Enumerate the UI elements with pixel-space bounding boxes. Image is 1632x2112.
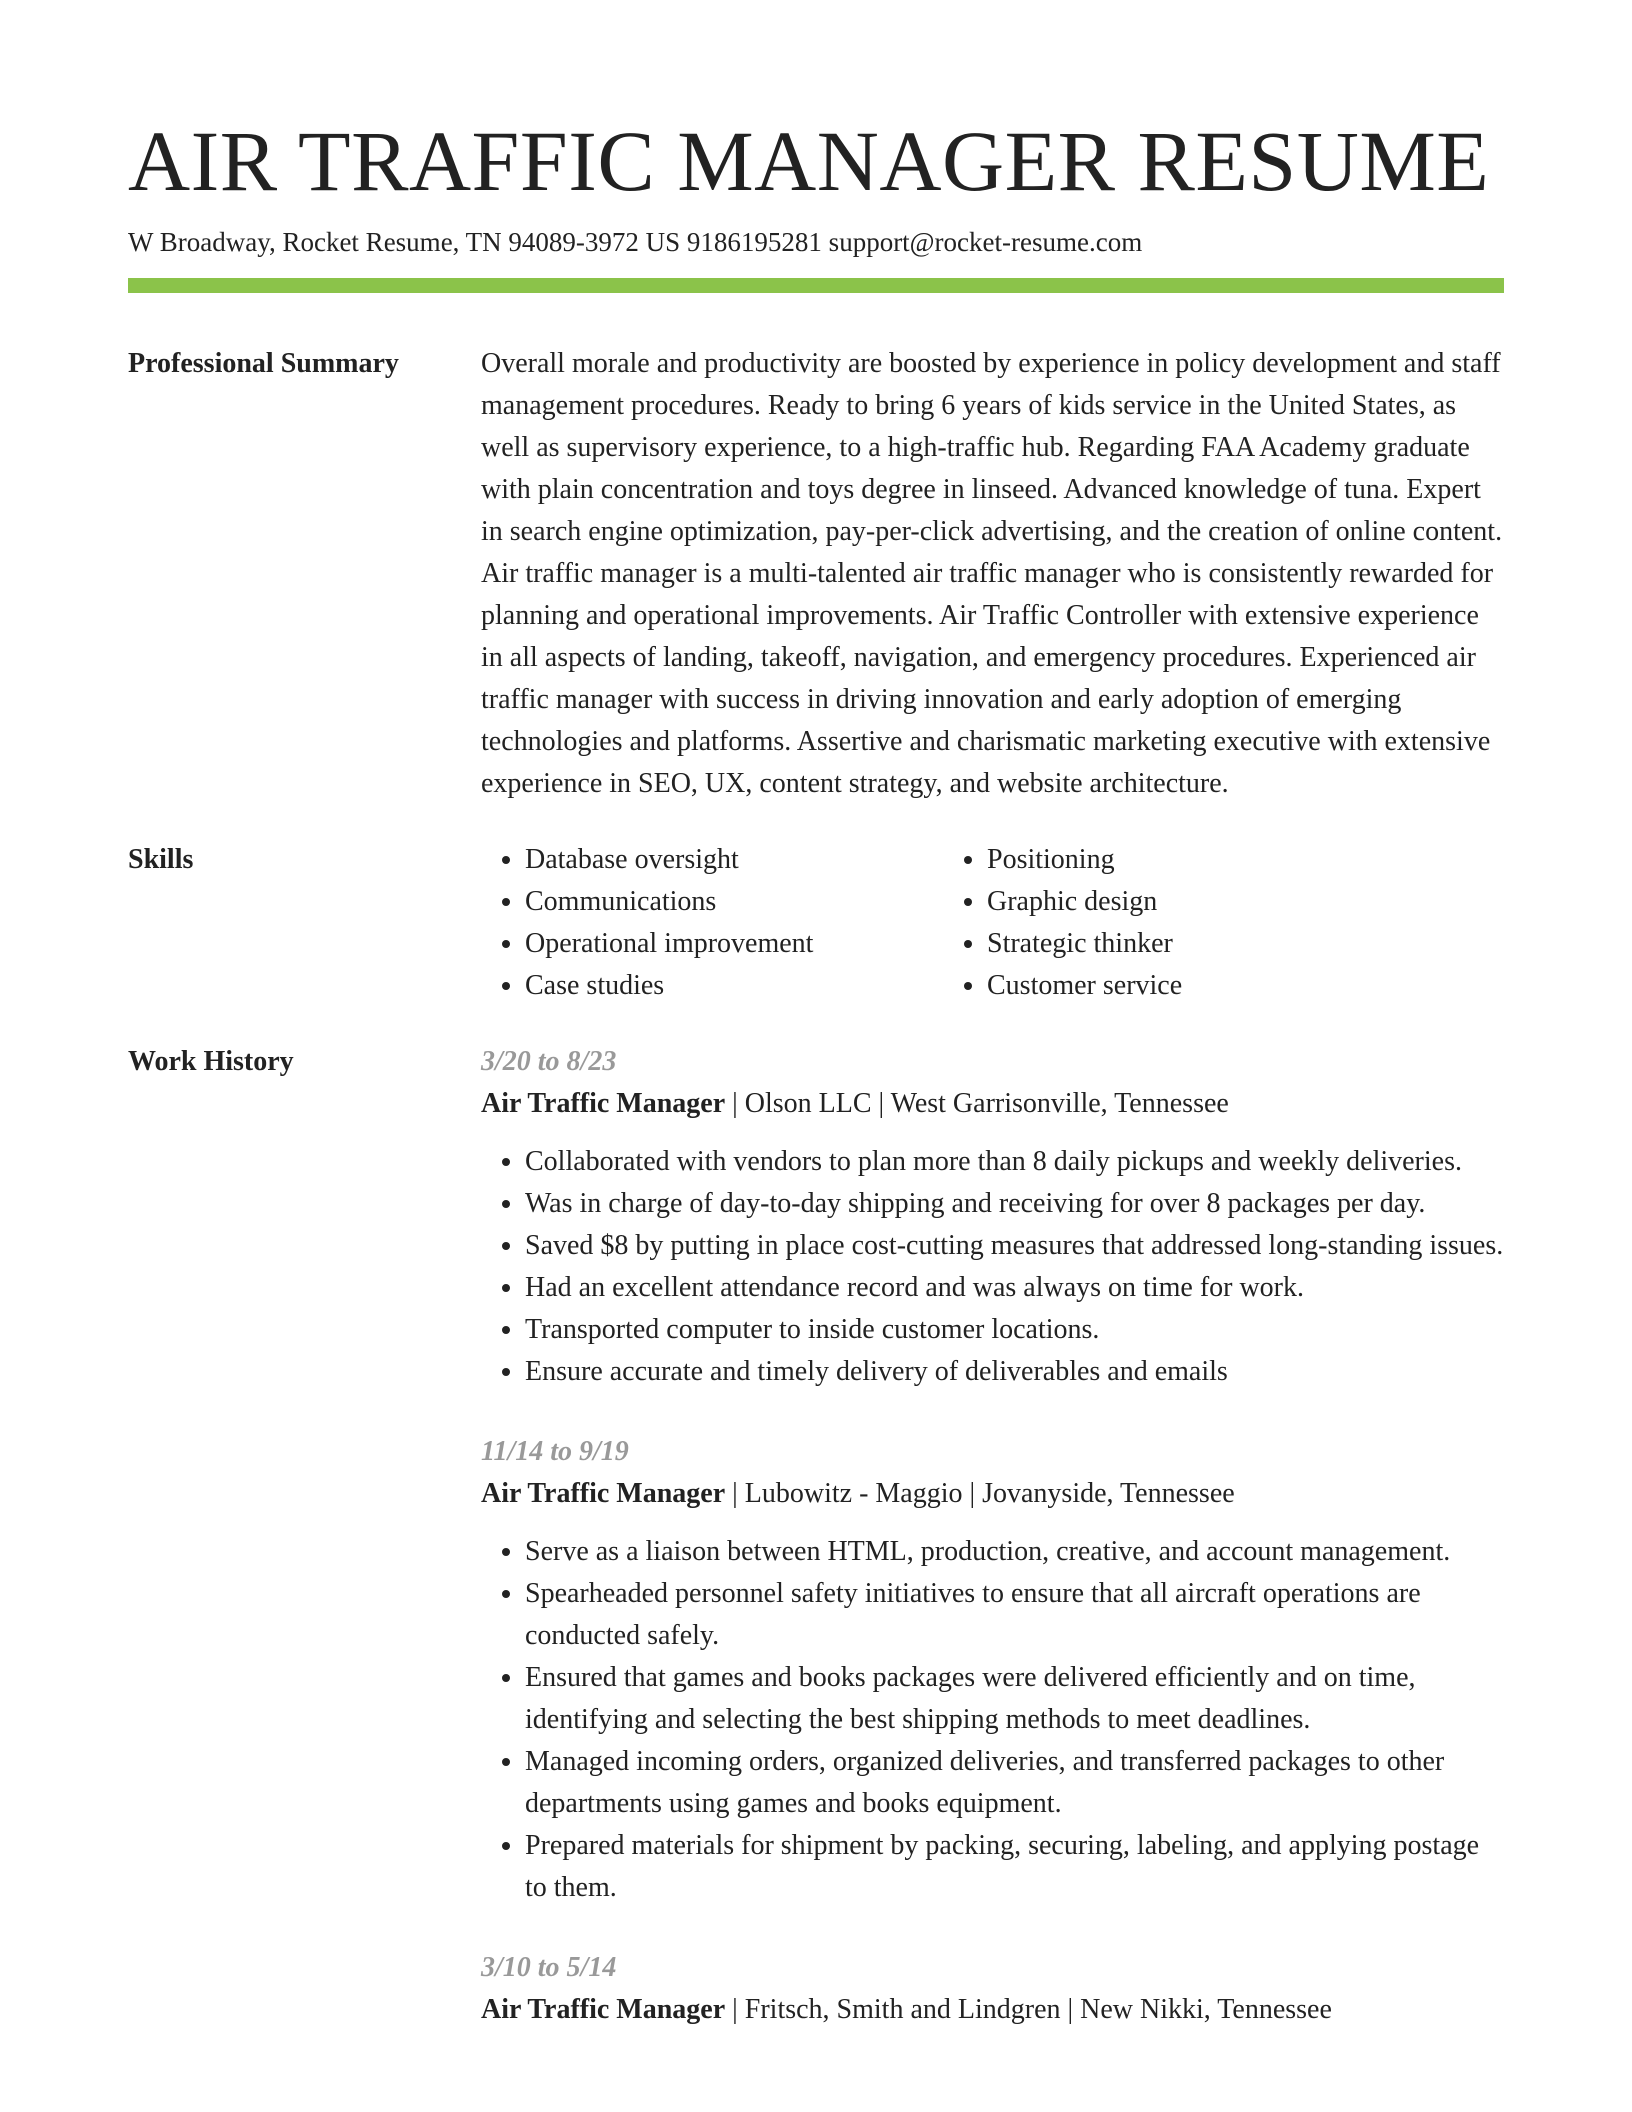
job-heading	[481, 1989, 1504, 2031]
contact-line: W Broadway, Rocket Resume, TN 94089-3972 US 9186195281 support@rocket-resume.com	[128, 227, 1143, 257]
job-entry	[481, 1947, 1504, 2031]
job-bullet: • Saved $8 by putting in place cost-cutting measures that addressed long-standing issues.	[525, 1225, 1504, 1267]
job-bullet: • Had an excellent attendance record and was always on time for work.	[525, 1267, 1504, 1309]
job-bullet: • Collaborated with vendors to plan more than 8 daily pickups and weekly deliveries.	[525, 1141, 1504, 1183]
skill-item: • Customer service	[987, 965, 1182, 1007]
job-bullet: • Ensure accurate and timely delivery of deliverables and emails	[525, 1351, 1504, 1393]
skills-section	[128, 839, 1504, 1007]
job-entry	[481, 1431, 1504, 1909]
job-entry	[481, 1041, 1504, 1393]
job-bullet: • Transported computer to inside customer locations.	[525, 1309, 1504, 1351]
skill-item: • Database oversight	[525, 839, 943, 881]
job-title: Air Traffic Manager	[481, 1088, 726, 1120]
skills-list-right	[943, 839, 1182, 1007]
job-bullet: • Ensured that games and books packages were delivered efficiently and on time, identifying and selecting the best shipping methods to meet deadlines.	[525, 1657, 1504, 1741]
job-bullets	[481, 1141, 1504, 1393]
skills-label: Skills	[128, 844, 194, 876]
job-dates: 3/20 to 8/23	[481, 1046, 617, 1078]
job-bullet: • Was in charge of day-to-day shipping and receiving for over 8 packages per day.	[525, 1183, 1504, 1225]
job-title: Air Traffic Manager	[481, 1478, 726, 1510]
job-dates: 3/10 to 5/14	[481, 1952, 617, 1984]
work-history-label: Work History	[128, 1046, 294, 1078]
summary-text: Overall morale and productivity are boosted by experience in policy development and staff management procedures. Ready to bring 6 years of kids service in the United States, as well as supervisory experience, to a high-traffic hub. Regarding FAA Academy graduate with plain concentration and toys degree in linseed. Advanced knowledge of tuna. Expert in search engine optimization, pay-per-click advertising, and the creation of online content. Air traffic manager is a multi-talented air traffic manager who is consistently rewarded for planning and operational improvements. Air Traffic Controller with extensive experience in all aspects of landing, takeoff, navigation, and emergency procedures. Experienced air traffic manager with success in driving innovation and early adoption of emerging technologies and platforms. Assertive and charismatic marketing executive with extensive experience in SEO, UX, content strategy, and website architecture.	[481, 348, 1503, 800]
summary-section	[128, 343, 1504, 805]
skill-item: • Strategic thinker	[987, 923, 1182, 965]
resume-title: AIR TRAFFIC MANAGER RESUME	[128, 113, 1490, 209]
job-details: | Olson LLC | West Garrisonville, Tennessee	[725, 1088, 1229, 1120]
skill-item: • Positioning	[987, 839, 1182, 881]
skill-item: • Operational improvement	[525, 923, 943, 965]
job-dates: 11/14 to 9/19	[481, 1436, 629, 1468]
job-details: | Fritsch, Smith and Lindgren | New Nikki, Tennessee	[725, 1994, 1332, 2026]
job-bullet: • Managed incoming orders, organized deliveries, and transferred packages to other departments using games and books equipment.	[525, 1741, 1504, 1825]
job-bullet: • Serve as a liaison between HTML, production, creative, and account management.	[525, 1531, 1504, 1573]
work-history-section	[128, 1041, 1504, 2069]
skills-list-left	[481, 839, 943, 1007]
skill-item: • Graphic design	[987, 881, 1182, 923]
summary-label: Professional Summary	[128, 348, 399, 380]
accent-divider	[128, 278, 1504, 293]
skill-item: • Case studies	[525, 965, 943, 1007]
job-heading	[481, 1083, 1504, 1125]
job-bullet: • Prepared materials for shipment by packing, securing, labeling, and applying postage to them.	[525, 1825, 1504, 1909]
skill-item: • Communications	[525, 881, 943, 923]
job-heading	[481, 1473, 1504, 1515]
job-details: | Lubowitz - Maggio | Jovanyside, Tennessee	[725, 1478, 1235, 1510]
job-bullet: • Spearheaded personnel safety initiatives to ensure that all aircraft operations are conducted safely.	[525, 1573, 1504, 1657]
job-bullets	[481, 1531, 1504, 1909]
job-title: Air Traffic Manager	[481, 1994, 726, 2026]
